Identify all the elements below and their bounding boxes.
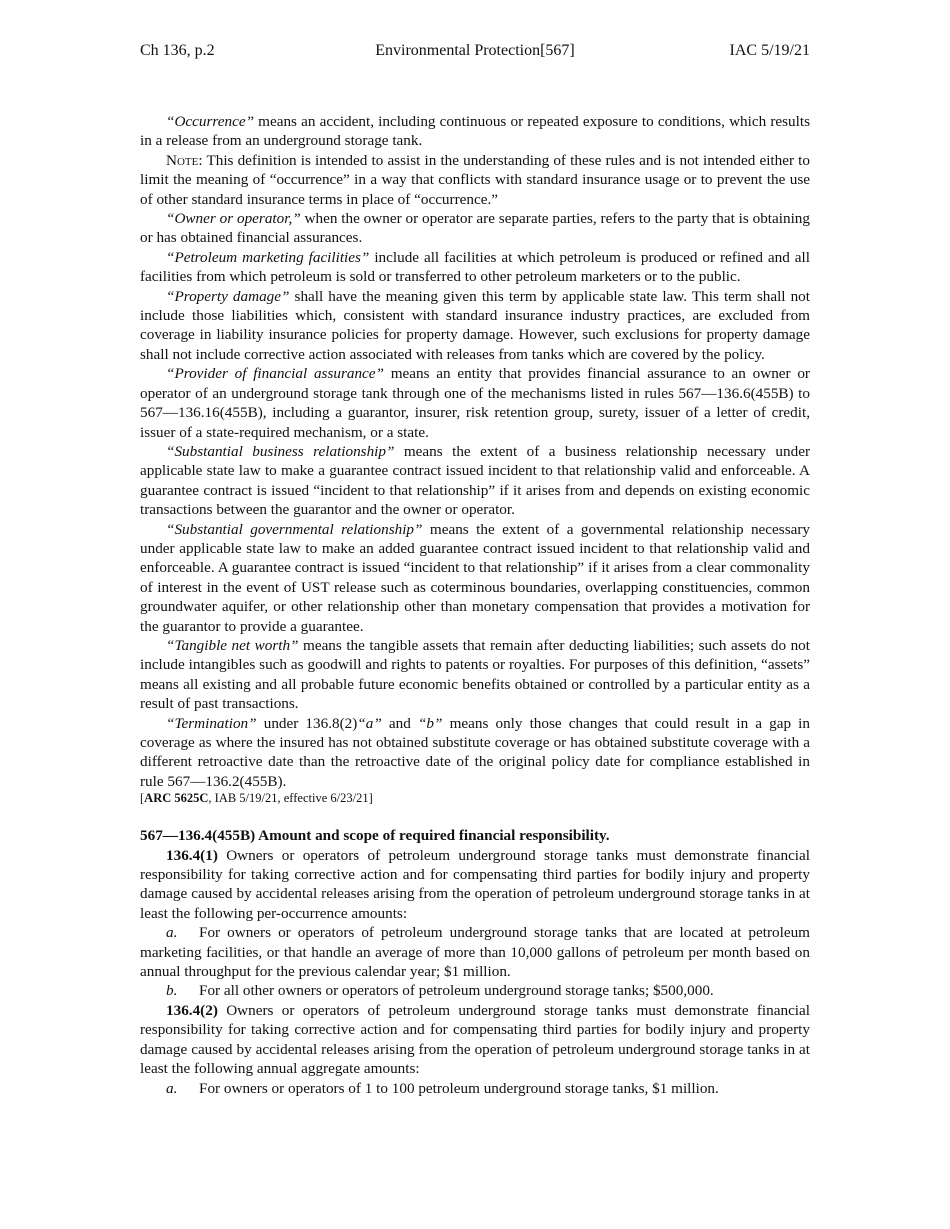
definition-text: means the tangible assets that remain after deducting liabilities; such assets do not include intangibles such as goodwill and rights to patents or royalties. For purposes of this definition, “assets” means all existing and all probable future economic benefits obtained or controlled by a particular entity as a result of past transactions. <box>140 636 810 713</box>
paragraph-item <box>140 1079 810 1098</box>
rule-heading: 567—136.4(455B) Amount and scope of required financial responsibility. <box>140 827 610 845</box>
term-governmental-relationship: “Substantial governmental relationship” <box>166 520 423 538</box>
subrule-text: Owners or operators of petroleum underground storage tanks must demonstrate financial responsibility for taking corrective action and for compensating third parties for bodily injury and property damage caused by accidental releases arising from the operation of petroleum underground storage tanks in at least the following per-occurrence amounts: <box>140 846 810 922</box>
running-header <box>140 40 810 62</box>
subrule-136-4-2 <box>140 1001 810 1079</box>
definition-text: when the owner or operator are separate parties, refers to the party that is obtaining or has obtained financial assurances. <box>140 210 810 247</box>
arc-number: ARC 5625C <box>144 791 209 806</box>
term-business-relationship: “Substantial business relationship” <box>166 442 395 460</box>
header-chapter-page: Ch 136, p.2 <box>140 42 215 59</box>
item-label: b. <box>166 982 178 1000</box>
history-open: [ <box>140 791 145 806</box>
term-occurrence: “Occurrence” <box>166 113 255 130</box>
item-label: a. <box>166 924 178 942</box>
term-owner-operator: “Owner or operator,” <box>166 210 301 228</box>
definition-property-damage <box>140 287 810 365</box>
definition-occurrence <box>140 112 810 151</box>
definition-text: means the extent of a business relationship necessary under applicable state law to make a guarantee contract issued incident to that relationship valid and enforceable. A guarantee contract is issued “incident to that relationship” if it arises from and depends on existing economic transactions between the guarantor and the owner or operator. <box>140 442 811 519</box>
definition-text: means only those changes that could result in a gap in coverage as where the insured has not obtained substitute coverage or has obtained substitute coverage with a different retroactive date than the retroactive date of the original policy date for compliance established in rule 567—136.2(455B). <box>140 714 810 790</box>
item-text: For all other owners or operators of petroleum underground storage tanks; $500,000. <box>199 982 714 1000</box>
document-body <box>140 112 810 1098</box>
paragraph-item <box>140 981 810 1000</box>
definition-text: shall have the meaning given this term by applicable state law. This term shall not include those liabilities which, consistent with standard insurance industry practices, are excluded from coverage in liability insurance policies for property damage. However, such exclusions for property damage shall not include corrective action associated with releases from tanks which are covered by the policy. <box>140 287 810 363</box>
definition-text: means an accident, including continuous or repeated exposure to conditions, which results in a release from an underground storage tank. <box>140 113 810 150</box>
definition-petroleum-marketing <box>140 248 810 287</box>
term-property-damage: “Property damage” <box>166 287 290 305</box>
note-text: : This definition is intended to assist in the understanding of these rules and is not intended either to limit the meaning of “occurrence” in a way that conflicts with standard insurance usage or to prevent the use of other standard insurance terms in place of “occurrence.” <box>140 151 810 208</box>
subrule-number: 136.4(2) <box>166 1001 218 1019</box>
termination-and: and <box>381 714 418 732</box>
subrule-text: Owners or operators of petroleum underground storage tanks must demonstrate financial responsibility for taking corrective action and for compensating third parties for bodily injury and property damage caused by accidental releases arising from the operation of petroleum underground storage tanks in at least the following annual aggregate amounts: <box>140 1001 810 1078</box>
subrule-136-4-1 <box>140 846 810 924</box>
paragraph-item <box>140 923 810 981</box>
history-rest: , IAB 5/19/21, effective 6/23/21] <box>208 791 373 806</box>
definition-provider <box>140 364 810 442</box>
definition-text: means an entity that provides financial assurance to an owner or operator of an underground storage tank through one of the mechanisms listed in rules 567—136.6(455B) to 567—136.16(455B), including a guarantor, insurer, risk retention group, surety, issuer of a letter of credit, issuer of a state-required mechanism, or a state. <box>140 365 810 441</box>
definition-governmental-relationship <box>140 520 810 636</box>
term-provider: “Provider of financial assurance” <box>166 365 384 383</box>
termination-a: “a” <box>357 714 382 732</box>
term-petroleum-marketing: “Petroleum marketing facilities” <box>166 248 370 266</box>
definition-text: include all facilities at which petroleum is produced or refined and all facilities from which petroleum is sold or transferred to other petroleum marketers or to the public. <box>140 248 810 286</box>
definition-tangible-net-worth <box>140 636 810 714</box>
item-text: For owners or operators of 1 to 100 petroleum underground storage tanks, $1 million. <box>199 1079 719 1097</box>
item-text: For owners or operators of petroleum underground storage tanks that are located at petroleum marketing facilities, or that handle an average of more than 10,000 gallons of petroleum per month based on annual throughput for the previous calendar year; $1 million. <box>140 924 810 981</box>
definition-business-relationship <box>140 442 810 520</box>
item-label: a. <box>166 1079 178 1097</box>
note-paragraph <box>140 151 810 209</box>
header-date: IAC 5/19/21 <box>729 42 810 59</box>
history-note <box>140 791 810 806</box>
definition-termination <box>140 714 810 792</box>
termination-b: “b” <box>417 714 443 732</box>
subrule-number: 136.4(1) <box>166 846 218 864</box>
header-title: Environmental Protection[567] <box>375 42 575 59</box>
term-tangible-net-worth: “Tangible net worth” <box>166 636 299 654</box>
term-termination: “Termination” <box>166 714 257 732</box>
definition-text: means the extent of a governmental relationship necessary under applicable state law to make an added guarantee contract issued incident to that relationship valid and enforceable. A guarantee contract is issued “incident to that relationship” if it arises from a clear commonality of interest in the event of UST release such as coterminous boundaries, overlapping constituencies, common groundwater aquifer, or other relationship other than monetary compensation that provides a motivation for the guarantor to provide a guarantee. <box>140 520 810 635</box>
termination-ref: under 136.8(2) <box>256 714 358 732</box>
note-label: Note <box>166 151 199 169</box>
definition-owner-operator <box>140 209 810 248</box>
